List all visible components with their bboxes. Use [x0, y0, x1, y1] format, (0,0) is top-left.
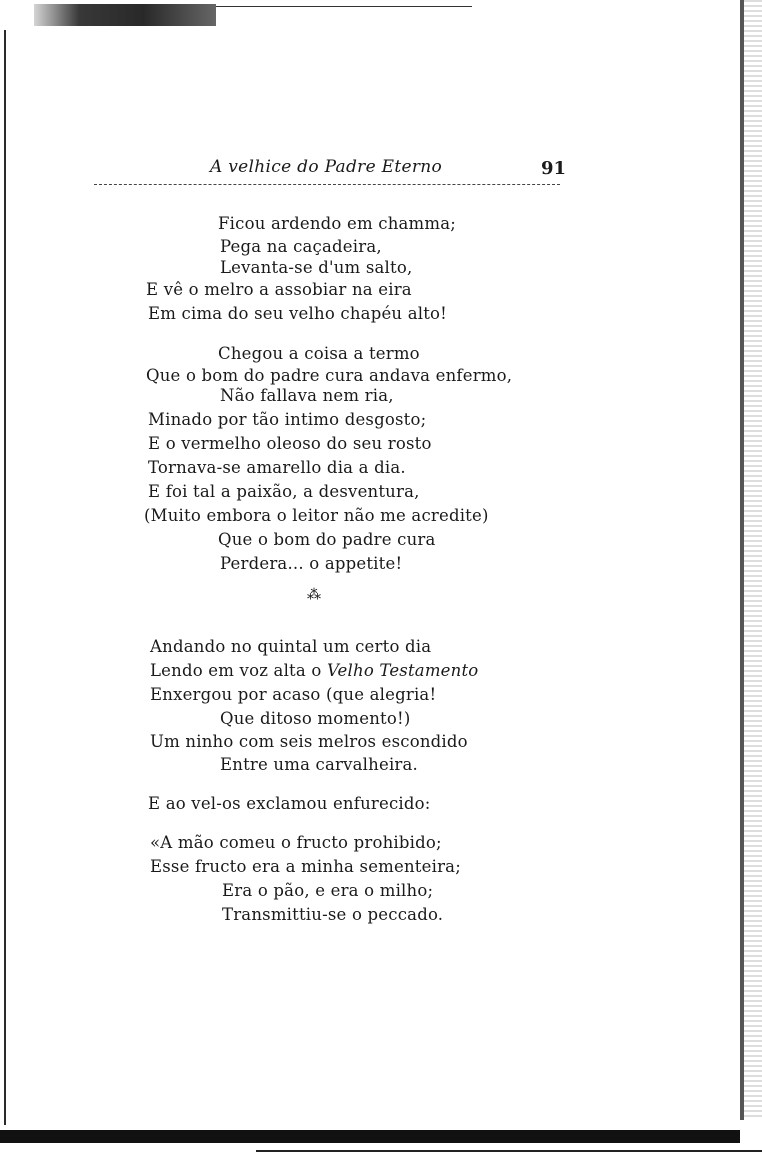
book-title-italic: Velho Testamento	[326, 661, 479, 680]
scan-right-edge	[740, 0, 762, 1120]
scan-bottom-line	[256, 1150, 762, 1152]
verse-line: Transmittiu-se o peccado.	[222, 905, 444, 924]
scan-bottom-bar	[0, 1130, 740, 1143]
verse-line: Andando no quintal um certo dia	[150, 637, 432, 656]
verse-text: Lendo em voz alta o	[150, 661, 327, 680]
verse-line: Em cima do seu velho chapéu alto!	[148, 304, 448, 323]
scan-left-edge	[4, 30, 6, 1125]
verse-line: Era o pão, e era o milho;	[222, 881, 434, 900]
verse-line: Que o bom do padre cura	[218, 530, 436, 549]
page-number: 91	[541, 158, 567, 179]
verse-line: Levanta-se d'um salto,	[220, 258, 413, 277]
verse-line: E foi tal a paixão, a desventura,	[148, 482, 420, 501]
running-title: A velhice do Padre Eterno	[210, 157, 443, 177]
header-rule	[94, 184, 560, 185]
verse-line: «A mão comeu o fructo prohibido;	[150, 833, 442, 852]
verse-line: Perdera... o appetite!	[220, 554, 403, 573]
verse-line: Minado por tão intimo desgosto;	[148, 410, 427, 429]
asterism-ornament: ⁂	[307, 587, 321, 603]
verse-line: E o vermelho oleoso do seu rosto	[148, 434, 432, 453]
verse-line: Enxergou por acaso (que alegria!	[150, 685, 437, 704]
scan-smudge	[34, 4, 216, 26]
verse-line: E vê o melro a assobiar na eira	[146, 280, 412, 299]
verse-line: Pega na caçadeira,	[220, 237, 382, 256]
verse-line: Que ditoso momento!)	[220, 709, 411, 728]
verse-line: E ao vel-os exclamou enfurecido:	[148, 794, 431, 813]
verse-line: Um ninho com seis melros escondido	[150, 732, 468, 751]
verse-line: Ficou ardendo em chamma;	[218, 214, 457, 233]
verse-line: Que o bom do padre cura andava enfermo,	[146, 366, 513, 385]
verse-line: Entre uma carvalheira.	[220, 755, 418, 774]
verse-line	[150, 661, 478, 680]
verse-line: Chegou a coisa a termo	[218, 344, 420, 363]
scan-edge-line	[216, 6, 472, 7]
verse-line: (Muito embora o leitor não me acredite)	[144, 506, 489, 525]
verse-line: Tornava-se amarello dia a dia.	[148, 458, 406, 477]
verse-line: Esse fructo era a minha sementeira;	[150, 857, 461, 876]
verse-line: Não fallava nem ria,	[220, 386, 394, 405]
